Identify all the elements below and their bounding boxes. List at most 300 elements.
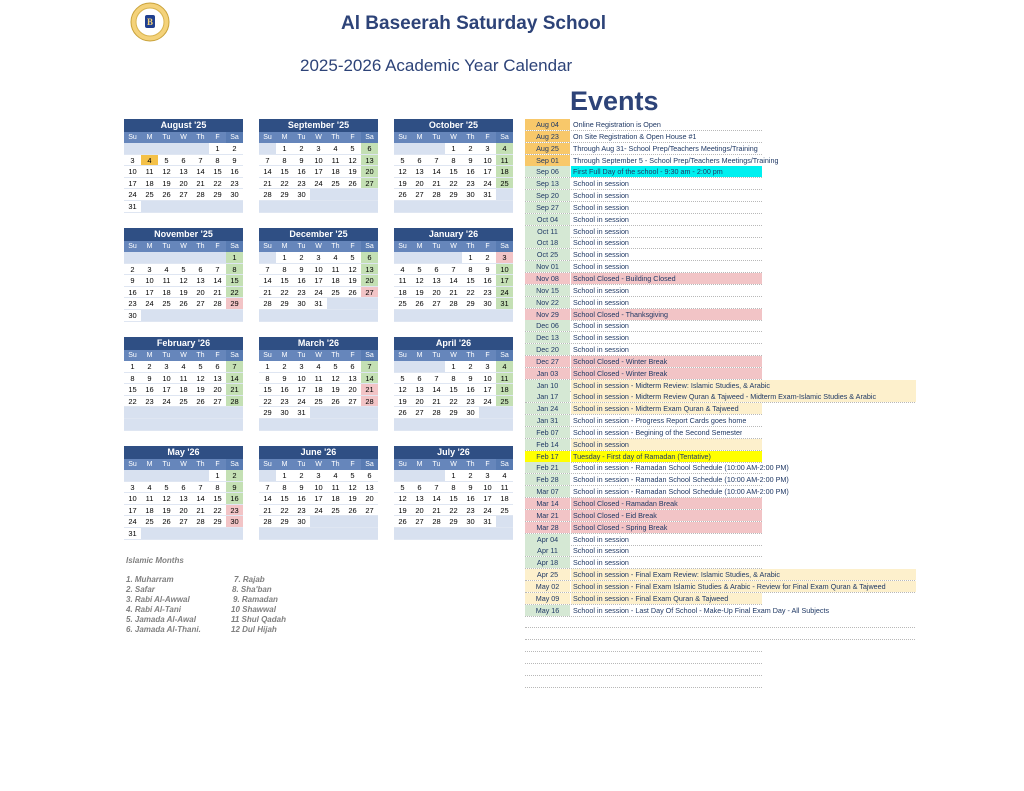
month-name: June '26	[259, 446, 378, 459]
event-row-divider	[525, 663, 762, 664]
calendar-day: 8	[445, 373, 462, 385]
calendar-day: 7	[192, 482, 209, 494]
event-row-divider	[525, 675, 762, 676]
calendar-blank-cell	[158, 419, 175, 431]
weekday-header: Su	[124, 241, 141, 252]
calendar-day: 15	[226, 275, 243, 287]
calendar-day: 28	[226, 396, 243, 408]
calendar-day: 3	[496, 252, 513, 264]
event-date: Nov 22	[525, 297, 570, 308]
weekday-header: Su	[259, 132, 276, 143]
calendar-blank-cell	[141, 143, 158, 155]
calendar-day: 6	[361, 470, 378, 482]
calendar-day: 8	[209, 482, 226, 494]
weekday-header: Tu	[158, 241, 175, 252]
calendar-day: 3	[293, 361, 310, 373]
event-row-divider	[525, 627, 915, 628]
weekday-header: W	[175, 350, 192, 361]
calendar-blank-cell	[175, 252, 192, 264]
calendar-day: 19	[394, 396, 411, 408]
weekday-header: F	[344, 132, 361, 143]
event-description: School Closed - Spring Break	[571, 522, 762, 533]
calendar-blank-cell	[496, 528, 513, 540]
calendar-day: 23	[462, 505, 479, 517]
calendar-day: 23	[462, 178, 479, 190]
month-calendar	[124, 337, 243, 431]
weekday-header: Th	[327, 459, 344, 470]
calendar-blank-cell	[175, 143, 192, 155]
calendar-blank-cell	[192, 528, 209, 540]
calendar-day: 10	[141, 275, 158, 287]
calendar-day: 1	[276, 143, 293, 155]
calendar-blank-cell	[496, 419, 513, 431]
calendar-day: 21	[445, 287, 462, 299]
events-heading: Events	[570, 86, 659, 116]
weekday-header: F	[344, 459, 361, 470]
event-row-divider	[525, 616, 762, 617]
calendar-blank-cell	[479, 407, 496, 419]
islamic-month: 9. Ramadan	[233, 595, 278, 604]
weekday-header: Su	[394, 350, 411, 361]
calendar-day: 6	[411, 155, 428, 167]
calendar-day: 6	[361, 143, 378, 155]
calendar-day: 15	[209, 493, 226, 505]
calendar-day: 18	[310, 384, 327, 396]
calendar-day: 6	[344, 361, 361, 373]
calendar-day: 25	[327, 178, 344, 190]
weekday-header: Sa	[361, 132, 378, 143]
calendar-day: 24	[124, 189, 141, 201]
calendar-day: 19	[158, 178, 175, 190]
weekday-header: Tu	[293, 241, 310, 252]
calendar-blank-cell	[361, 528, 378, 540]
calendar-day: 26	[158, 516, 175, 528]
calendar-blank-cell	[124, 407, 141, 419]
calendar-day: 23	[293, 287, 310, 299]
weekday-header: M	[276, 241, 293, 252]
calendar-day: 11	[327, 264, 344, 276]
calendar-day: 2	[226, 143, 243, 155]
month-calendar	[124, 228, 243, 322]
event-date: Jan 24	[525, 403, 570, 414]
calendar-day: 4	[327, 252, 344, 264]
calendar-blank-cell	[259, 470, 276, 482]
calendar-day: 15	[124, 384, 141, 396]
month-grid	[124, 459, 243, 540]
calendar-day: 2	[293, 470, 310, 482]
calendar-day: 26	[344, 287, 361, 299]
calendar-blank-cell	[192, 470, 209, 482]
weekday-header: W	[310, 241, 327, 252]
calendar-day: 22	[445, 396, 462, 408]
month-name: December '25	[259, 228, 378, 241]
calendar-blank-cell	[158, 201, 175, 213]
event-date: Nov 29	[525, 309, 570, 320]
calendar-day: 5	[344, 143, 361, 155]
calendar-blank-cell	[192, 201, 209, 213]
calendar-blank-cell	[175, 470, 192, 482]
month-grid	[394, 459, 513, 540]
weekday-header: M	[141, 241, 158, 252]
calendar-day: 22	[209, 178, 226, 190]
calendar-day: 8	[276, 155, 293, 167]
calendar-day: 16	[479, 275, 496, 287]
event-date: Nov 15	[525, 285, 570, 296]
calendar-day: 12	[394, 384, 411, 396]
calendar-day: 24	[158, 396, 175, 408]
calendar-day: 11	[141, 166, 158, 178]
calendar-day: 26	[344, 178, 361, 190]
calendar-day: 6	[411, 482, 428, 494]
weekday-header: Th	[192, 459, 209, 470]
calendar-day: 12	[344, 482, 361, 494]
calendar-day: 9	[276, 373, 293, 385]
calendar-day: 7	[259, 264, 276, 276]
calendar-day: 9	[293, 264, 310, 276]
calendar-blank-cell	[276, 201, 293, 213]
weekday-header: W	[310, 132, 327, 143]
calendar-blank-cell	[496, 189, 513, 201]
calendar-day: 14	[361, 373, 378, 385]
calendar-day: 18	[394, 287, 411, 299]
month-calendar	[259, 119, 378, 213]
calendar-blank-cell	[394, 419, 411, 431]
calendar-day: 31	[124, 201, 141, 213]
islamic-month: 7. Rajab	[234, 575, 265, 584]
weekday-header: F	[344, 350, 361, 361]
event-date: Sep 06	[525, 166, 570, 177]
calendar-day: 9	[226, 155, 243, 167]
calendar-day: 25	[327, 287, 344, 299]
calendar-blank-cell	[428, 419, 445, 431]
calendar-day: 9	[293, 482, 310, 494]
weekday-header: M	[276, 350, 293, 361]
weekday-header: F	[209, 241, 226, 252]
event-date: Mar 14	[525, 498, 570, 509]
svg-text:B: B	[146, 17, 154, 27]
event-date: Oct 18	[525, 237, 570, 248]
calendar-day: 7	[192, 155, 209, 167]
calendar-day: 16	[276, 384, 293, 396]
calendar-day: 17	[141, 287, 158, 299]
calendar-day: 30	[462, 189, 479, 201]
calendar-day: 19	[158, 505, 175, 517]
calendar-day: 17	[479, 384, 496, 396]
event-description: School in session - Last Day Of School - Make-Up Final Exam Day - All Subjects	[573, 605, 830, 615]
event-description: School in session - Ramadan School Schedule (10:00 AM-2:00 PM)	[573, 463, 789, 473]
calendar-day: 2	[462, 143, 479, 155]
calendar-day: 7	[428, 155, 445, 167]
weekday-header: Su	[394, 132, 411, 143]
calendar-day: 24	[479, 505, 496, 517]
calendar-day: 22	[445, 178, 462, 190]
calendar-day: 25	[158, 298, 175, 310]
weekday-header: F	[209, 459, 226, 470]
calendar-day: 8	[445, 482, 462, 494]
calendar-day: 5	[344, 252, 361, 264]
month-calendar	[394, 446, 513, 540]
calendar-blank-cell	[344, 419, 361, 431]
event-description: Through Aug 31- School Prep/Teachers Meetings/Training	[573, 143, 758, 153]
calendar-day: 22	[462, 287, 479, 299]
calendar-day: 14	[192, 493, 209, 505]
event-description: School in session - Final Exam Islamic Studies & Arabic - Review for Final Exam Quran & Tajweed	[571, 581, 916, 592]
calendar-day: 11	[327, 155, 344, 167]
event-description: On Site Registration & Open House #1	[573, 131, 697, 141]
calendar-day: 24	[479, 396, 496, 408]
calendar-day: 23	[276, 396, 293, 408]
calendar-day: 17	[124, 178, 141, 190]
calendar-day: 6	[175, 155, 192, 167]
calendar-day: 17	[293, 384, 310, 396]
calendar-day: 20	[411, 505, 428, 517]
calendar-day: 7	[226, 361, 243, 373]
calendar-blank-cell	[361, 310, 378, 322]
weekday-header: W	[445, 350, 462, 361]
calendar-day: 2	[462, 470, 479, 482]
calendar-blank-cell	[462, 310, 479, 322]
calendar-blank-cell	[411, 528, 428, 540]
event-description: Through September 5 - School Prep/Teachers Meetings/Training	[573, 155, 779, 165]
calendar-day: 15	[445, 493, 462, 505]
calendar-blank-cell	[394, 361, 411, 373]
calendar-day: 28	[192, 516, 209, 528]
calendar-day: 12	[394, 166, 411, 178]
calendar-blank-cell	[361, 189, 378, 201]
event-date: Feb 21	[525, 462, 570, 473]
calendar-day: 10	[310, 155, 327, 167]
event-date: Oct 04	[525, 214, 570, 225]
event-date: Nov 08	[525, 273, 570, 284]
weekday-header: Th	[192, 350, 209, 361]
weekday-header: Su	[259, 350, 276, 361]
calendar-blank-cell	[344, 298, 361, 310]
calendar-blank-cell	[327, 407, 344, 419]
calendar-day: 15	[276, 493, 293, 505]
calendar-day: 8	[259, 373, 276, 385]
weekday-header: Th	[192, 132, 209, 143]
event-description: School in session	[571, 439, 762, 450]
calendar-blank-cell	[361, 419, 378, 431]
calendar-blank-cell	[158, 528, 175, 540]
calendar-blank-cell	[310, 310, 327, 322]
calendar-day: 28	[428, 189, 445, 201]
weekday-header: W	[445, 241, 462, 252]
calendar-blank-cell	[192, 407, 209, 419]
calendar-day: 22	[259, 396, 276, 408]
calendar-blank-cell	[411, 361, 428, 373]
calendar-day: 9	[462, 373, 479, 385]
weekday-header: Th	[192, 241, 209, 252]
calendar-blank-cell	[158, 252, 175, 264]
calendar-blank-cell	[496, 516, 513, 528]
calendar-day: 1	[276, 470, 293, 482]
calendar-day: 29	[276, 298, 293, 310]
calendar-day: 12	[344, 155, 361, 167]
calendar-day: 29	[226, 298, 243, 310]
month-grid	[259, 350, 378, 431]
calendar-day: 21	[226, 384, 243, 396]
calendar-day: 1	[209, 470, 226, 482]
calendar-day: 2	[293, 252, 310, 264]
calendar-day: 21	[428, 396, 445, 408]
calendar-day: 30	[462, 407, 479, 419]
calendar-blank-cell	[445, 419, 462, 431]
calendar-day: 11	[175, 373, 192, 385]
calendar-day: 3	[310, 470, 327, 482]
calendar-blank-cell	[141, 419, 158, 431]
calendar-day: 22	[124, 396, 141, 408]
event-description: Tuesday - First day of Ramadan (Tentative)	[571, 451, 762, 462]
calendar-day: 13	[175, 166, 192, 178]
calendar-day: 28	[361, 396, 378, 408]
calendar-day: 25	[394, 298, 411, 310]
event-date: Jan 10	[525, 380, 570, 391]
calendar-day: 27	[361, 287, 378, 299]
calendar-day: 27	[175, 189, 192, 201]
calendar-blank-cell	[293, 419, 310, 431]
calendar-day: 12	[327, 373, 344, 385]
calendar-day: 23	[226, 505, 243, 517]
calendar-day: 18	[175, 384, 192, 396]
calendar-day: 9	[141, 373, 158, 385]
calendar-day: 26	[411, 298, 428, 310]
month-name: April '26	[394, 337, 513, 350]
calendar-day: 20	[411, 396, 428, 408]
calendar-blank-cell	[259, 252, 276, 264]
calendar-day: 17	[479, 493, 496, 505]
calendar-blank-cell	[445, 528, 462, 540]
event-description: School Closed - Winter Break	[571, 356, 762, 367]
calendar-blank-cell	[310, 189, 327, 201]
weekday-header: Su	[124, 350, 141, 361]
weekday-header: F	[344, 241, 361, 252]
calendar-day: 13	[411, 384, 428, 396]
calendar-day: 12	[192, 373, 209, 385]
event-date: Dec 13	[525, 332, 570, 343]
calendar-day: 1	[445, 470, 462, 482]
calendar-day: 8	[226, 264, 243, 276]
event-date: Aug 23	[525, 131, 570, 142]
calendar-day: 9	[226, 482, 243, 494]
page-title: Al Baseerah Saturday School	[341, 13, 607, 34]
calendar-blank-cell	[259, 201, 276, 213]
calendar-blank-cell	[141, 470, 158, 482]
calendar-day: 16	[462, 166, 479, 178]
calendar-day: 24	[310, 287, 327, 299]
calendar-day: 20	[361, 493, 378, 505]
event-date: Dec 06	[525, 320, 570, 331]
calendar-day: 29	[276, 189, 293, 201]
month-grid	[259, 241, 378, 322]
month-grid	[259, 459, 378, 540]
calendar-day: 19	[344, 166, 361, 178]
event-date: Feb 07	[525, 427, 570, 438]
calendar-day: 11	[394, 275, 411, 287]
school-logo	[130, 2, 170, 42]
calendar-day: 24	[293, 396, 310, 408]
calendar-day: 2	[124, 264, 141, 276]
event-date: Jan 31	[525, 415, 570, 426]
calendar-day: 13	[344, 373, 361, 385]
calendar-day: 10	[124, 493, 141, 505]
calendar-day: 24	[124, 516, 141, 528]
event-description: School in session - Final Exam Review: Islamic Studies, & Arabic	[571, 569, 916, 580]
weekday-header: M	[141, 350, 158, 361]
calendar-day: 15	[276, 166, 293, 178]
calendar-day: 21	[259, 287, 276, 299]
islamic-month: 12 Dul Hijah	[231, 625, 277, 634]
event-description: School in session	[573, 333, 629, 343]
weekday-header: W	[445, 459, 462, 470]
calendar-day: 8	[462, 264, 479, 276]
calendar-day: 23	[124, 298, 141, 310]
event-description: School in session - Midterm Exam Quran & Tajweed	[571, 403, 762, 414]
calendar-day: 12	[158, 166, 175, 178]
calendar-day: 4	[141, 482, 158, 494]
weekday-header: Sa	[226, 132, 243, 143]
weekday-header: M	[411, 350, 428, 361]
calendar-day: 5	[175, 264, 192, 276]
calendar-blank-cell	[445, 252, 462, 264]
calendar-day: 26	[394, 516, 411, 528]
calendar-day: 2	[276, 361, 293, 373]
weekday-header: Tu	[293, 459, 310, 470]
calendar-blank-cell	[394, 470, 411, 482]
calendar-day: 3	[310, 252, 327, 264]
event-description: School in session	[573, 179, 629, 189]
calendar-blank-cell	[124, 470, 141, 482]
calendar-day: 20	[175, 178, 192, 190]
calendar-day: 21	[259, 505, 276, 517]
calendar-blank-cell	[293, 310, 310, 322]
calendar-day: 20	[428, 287, 445, 299]
calendar-blank-cell	[496, 407, 513, 419]
calendar-day: 20	[209, 384, 226, 396]
calendar-day: 1	[445, 361, 462, 373]
weekday-header: Th	[462, 459, 479, 470]
calendar-day: 22	[209, 505, 226, 517]
calendar-day: 14	[428, 166, 445, 178]
calendar-subtitle: 2025-2026 Academic Year Calendar	[300, 56, 573, 75]
event-date: May 02	[525, 581, 570, 592]
calendar-day: 11	[496, 155, 513, 167]
event-row-divider	[525, 639, 915, 640]
event-description: School in session	[573, 214, 629, 224]
calendar-blank-cell	[327, 201, 344, 213]
calendar-blank-cell	[209, 310, 226, 322]
weekday-header: Su	[124, 132, 141, 143]
calendar-blank-cell	[361, 407, 378, 419]
calendar-day: 13	[428, 275, 445, 287]
calendar-day: 27	[344, 396, 361, 408]
islamic-month: 6. Jamada Al-Thani.	[126, 625, 201, 634]
weekday-header: Su	[394, 459, 411, 470]
calendar-day: 11	[327, 482, 344, 494]
calendar-blank-cell	[141, 252, 158, 264]
calendar-blank-cell	[428, 528, 445, 540]
month-grid	[124, 132, 243, 213]
calendar-blank-cell	[479, 310, 496, 322]
calendar-blank-cell	[411, 419, 428, 431]
event-date: Mar 21	[525, 510, 570, 521]
calendar-day: 31	[496, 298, 513, 310]
calendar-day: 18	[141, 505, 158, 517]
calendar-blank-cell	[158, 143, 175, 155]
calendar-day: 26	[344, 505, 361, 517]
event-date: May 16	[525, 605, 570, 616]
calendar-day: 31	[293, 407, 310, 419]
